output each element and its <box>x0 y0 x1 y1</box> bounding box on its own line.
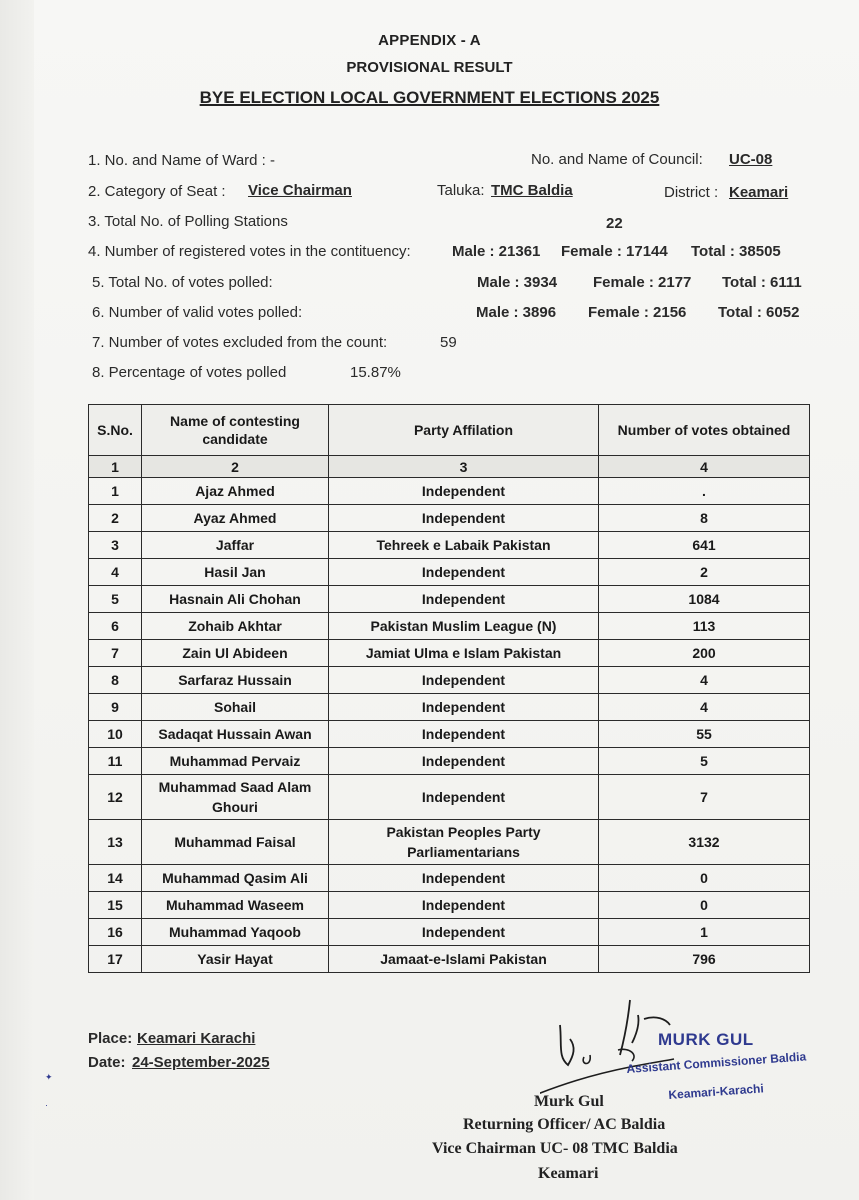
registered-female: Female : 17144 <box>561 243 668 260</box>
row-sno: 5 <box>89 586 142 613</box>
index-cell: 1 <box>89 456 142 478</box>
table-row <box>89 919 810 946</box>
row-sno: 1 <box>89 478 142 505</box>
taluka-label: Taluka: <box>437 182 485 199</box>
row-party: Independent <box>329 694 599 721</box>
polling-value: 22 <box>606 215 623 232</box>
polled-label: 5. Total No. of votes polled: <box>92 274 273 291</box>
table-row <box>89 586 810 613</box>
row-votes: 0 <box>599 892 810 919</box>
row-votes: 2 <box>599 559 810 586</box>
row-party: Tehreek e Labaik Pakistan <box>329 532 599 559</box>
row-sno: 13 <box>89 820 142 865</box>
table-row <box>89 478 810 505</box>
table-row <box>89 694 810 721</box>
header-candidate: Name of contesting candidate <box>142 405 329 456</box>
table-row <box>89 613 810 640</box>
row-sno: 11 <box>89 748 142 775</box>
document-title: BYE ELECTION LOCAL GOVERNMENT ELECTIONS 2025 <box>199 88 660 107</box>
row-candidate-name: Sohail <box>142 694 329 721</box>
row-votes: 4 <box>599 694 810 721</box>
place-value: Keamari Karachi <box>137 1030 256 1047</box>
row-candidate-name: Muhammad Qasim Ali <box>142 865 329 892</box>
table-row <box>89 667 810 694</box>
row-candidate-name: Sarfaraz Hussain <box>142 667 329 694</box>
row-votes: . <box>599 478 810 505</box>
percentage-value: 15.87% <box>350 364 401 381</box>
district-value: Keamari <box>729 184 789 201</box>
results-table <box>88 404 810 973</box>
row-votes: 8 <box>599 505 810 532</box>
row-votes: 0 <box>599 865 810 892</box>
row-party: Independent <box>329 748 599 775</box>
row-candidate-name: Yasir Hayat <box>142 946 329 973</box>
row-sno: 7 <box>89 640 142 667</box>
date-label: Date: <box>88 1054 126 1071</box>
row-party: Independent <box>329 586 599 613</box>
row-sno: 9 <box>89 694 142 721</box>
row-candidate-name: Hasnain Ali Chohan <box>142 586 329 613</box>
valid-label: 6. Number of valid votes polled: <box>92 304 303 321</box>
row-votes: 55 <box>599 721 810 748</box>
date-value: 24-September-2025 <box>132 1054 270 1071</box>
ward-label: 1. No. and Name of Ward : - <box>88 152 276 169</box>
council-label: No. and Name of Council: <box>531 151 703 168</box>
registered-total: Total : 38505 <box>691 243 781 260</box>
index-cell: 4 <box>599 456 810 478</box>
row-candidate-name: Muhammad Yaqoob <box>142 919 329 946</box>
row-party: Independent <box>329 667 599 694</box>
row-candidate-name: Muhammad Pervaiz <box>142 748 329 775</box>
officer-post: Vice Chairman UC- 08 TMC Baldia <box>432 1140 678 1157</box>
table-row <box>89 532 810 559</box>
row-votes: 3132 <box>599 820 810 865</box>
page-edge <box>0 0 34 1200</box>
table-row <box>89 865 810 892</box>
signature-scribble <box>540 995 680 1105</box>
row-candidate-name: Ajaz Ahmed <box>142 478 329 505</box>
index-cell: 2 <box>142 456 329 478</box>
row-votes: 796 <box>599 946 810 973</box>
table-row <box>89 748 810 775</box>
row-votes: 5 <box>599 748 810 775</box>
row-party: Independent <box>329 775 599 820</box>
ink-mark: ✦ <box>45 1072 53 1082</box>
valid-total: Total : 6052 <box>718 304 800 321</box>
table-row <box>89 640 810 667</box>
table-row <box>89 946 810 973</box>
row-party: Independent <box>329 505 599 532</box>
polled-male: Male : 3934 <box>477 274 558 291</box>
row-sno: 4 <box>89 559 142 586</box>
officer-place: Keamari <box>538 1165 599 1182</box>
valid-male: Male : 3896 <box>476 304 557 321</box>
row-sno: 17 <box>89 946 142 973</box>
row-party: Independent <box>329 559 599 586</box>
district-label: District : <box>664 184 719 201</box>
stamp-title: Assistant Commissioner Baldia <box>626 1049 807 1076</box>
registered-male: Male : 21361 <box>452 243 541 260</box>
row-party: Independent <box>329 919 599 946</box>
provisional-heading: PROVISIONAL RESULT <box>346 59 513 76</box>
row-candidate-name: Ayaz Ahmed <box>142 505 329 532</box>
stamp-location: Keamari-Karachi <box>668 1081 765 1102</box>
table-row <box>89 892 810 919</box>
taluka-value: TMC Baldia <box>491 182 573 199</box>
council-value: UC-08 <box>729 151 773 168</box>
row-candidate-name: Muhammad Waseem <box>142 892 329 919</box>
table-row <box>89 721 810 748</box>
valid-female: Female : 2156 <box>588 304 687 321</box>
row-sno: 14 <box>89 865 142 892</box>
stamp-name: MURK GUL <box>658 1030 754 1049</box>
row-candidate-name: Muhammad Faisal <box>142 820 329 865</box>
row-sno: 15 <box>89 892 142 919</box>
row-candidate-name: Sadaqat Hussain Awan <box>142 721 329 748</box>
row-party: Pakistan Muslim League (N) <box>329 613 599 640</box>
row-sno: 3 <box>89 532 142 559</box>
row-sno: 6 <box>89 613 142 640</box>
row-candidate-name: Zohaib Akhtar <box>142 613 329 640</box>
officer-name: Murk Gul <box>534 1093 604 1110</box>
place-label: Place: <box>88 1030 133 1047</box>
table-row <box>89 559 810 586</box>
excluded-label: 7. Number of votes excluded from the count: <box>92 334 388 351</box>
row-votes: 1084 <box>599 586 810 613</box>
table-header-row <box>89 405 810 456</box>
row-candidate-name: Muhammad Saad Alam Ghouri <box>142 775 329 820</box>
table-row <box>89 820 810 865</box>
row-votes: 1 <box>599 919 810 946</box>
row-votes: 641 <box>599 532 810 559</box>
row-sno: 12 <box>89 775 142 820</box>
seat-label: 2. Category of Seat : <box>88 183 226 200</box>
row-party: Independent <box>329 478 599 505</box>
officer-role: Returning Officer/ AC Baldia <box>463 1116 666 1133</box>
percentage-label: 8. Percentage of votes polled <box>92 364 287 381</box>
row-votes: 200 <box>599 640 810 667</box>
header-sno: S.No. <box>89 405 142 456</box>
row-votes: 4 <box>599 667 810 694</box>
row-sno: 8 <box>89 667 142 694</box>
column-index-row <box>89 456 810 478</box>
table-row <box>89 505 810 532</box>
header-party: Party Affilation <box>329 405 599 456</box>
row-party: Jamiat Ulma e Islam Pakistan <box>329 640 599 667</box>
row-party: Independent <box>329 721 599 748</box>
appendix-heading: APPENDIX - A <box>378 32 481 49</box>
row-votes: 113 <box>599 613 810 640</box>
row-party: Independent <box>329 865 599 892</box>
row-votes: 7 <box>599 775 810 820</box>
excluded-value: 59 <box>440 334 457 351</box>
row-candidate-name: Hasil Jan <box>142 559 329 586</box>
row-sno: 16 <box>89 919 142 946</box>
row-sno: 2 <box>89 505 142 532</box>
header-votes: Number of votes obtained <box>599 405 810 456</box>
row-sno: 10 <box>89 721 142 748</box>
polled-female: Female : 2177 <box>593 274 692 291</box>
row-candidate-name: Zain Ul Abideen <box>142 640 329 667</box>
table-row <box>89 775 810 820</box>
row-party: Jamaat-e-Islami Pakistan <box>329 946 599 973</box>
ink-mark: · <box>45 1100 48 1110</box>
polling-label: 3. Total No. of Polling Stations <box>88 213 288 230</box>
index-cell: 3 <box>329 456 599 478</box>
row-candidate-name: Jaffar <box>142 532 329 559</box>
polled-total: Total : 6111 <box>722 274 802 291</box>
seat-value: Vice Chairman <box>248 182 352 199</box>
registered-label: 4. Number of registered votes in the contituency: <box>88 243 411 260</box>
row-party: Pakistan Peoples Party Parliamentarians <box>329 820 599 865</box>
row-party: Independent <box>329 892 599 919</box>
